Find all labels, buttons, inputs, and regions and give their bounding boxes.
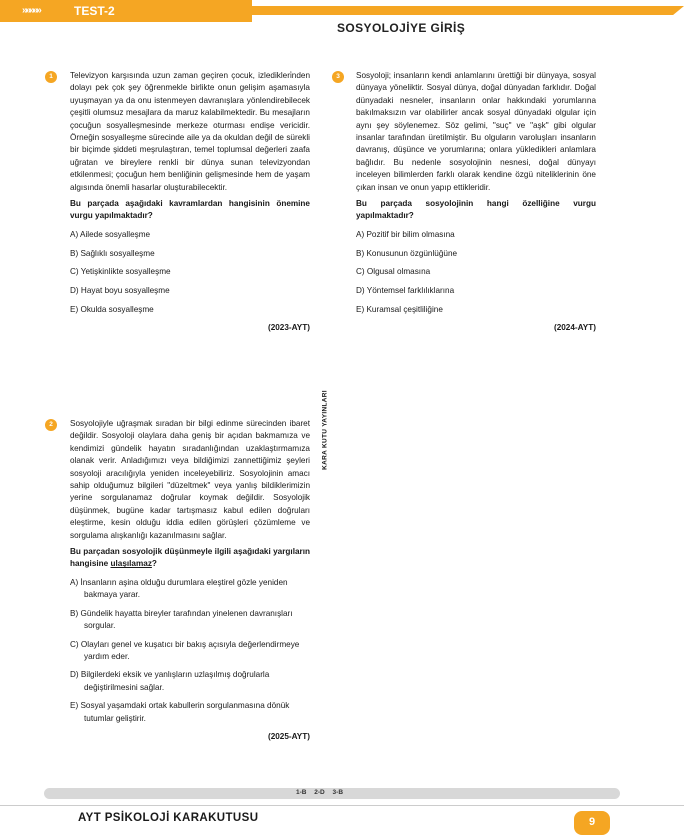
question-3-stem: Bu parçada sosyolojinin hangi özelliğine vurgu yapılmaktadır? bbox=[356, 199, 596, 221]
question-2 bbox=[70, 418, 310, 743]
header-stripe bbox=[248, 6, 684, 15]
answer-key: 1-B 2-D 3-B bbox=[296, 789, 344, 796]
question-1-option-d[interactable]: D) Hayat boyu sosyalleşme bbox=[70, 285, 170, 295]
book-title: AYT PSİKOLOJİ KARAKUTUSU bbox=[78, 812, 259, 824]
question-2-option-c[interactable]: C) Olayları genel ve kuşatıcı bir bakış açısıyla değerlendirmeye yardım eder. bbox=[70, 639, 300, 661]
question-2-year: (2025-AYT) bbox=[267, 731, 310, 741]
question-1-option-e[interactable]: E) Okulda sosyalleşme bbox=[70, 304, 154, 314]
question-3-option-d[interactable]: D) Yöntemsel farklılıklarına bbox=[356, 285, 455, 295]
test-label: TEST-2 bbox=[74, 4, 115, 18]
question-2-option-a[interactable]: A) İnsanların aşina olduğu durumlara eleştirel gözle yeniden bakmaya yarar. bbox=[70, 577, 288, 600]
question-1-stem: Bu parçada aşağıdaki kavramlardan hangisinin önemine vurgu yapılmaktadır? bbox=[70, 199, 310, 221]
question-3-option-c[interactable]: C) Olgusal olmasına bbox=[356, 267, 431, 277]
question-number-1: 1 bbox=[45, 71, 57, 83]
footer-divider bbox=[0, 805, 684, 806]
question-1-passage: Televizyon karşısında uzun zaman geçiren çocuk, izledikleri̇nden dolayı pek çok şey öğrenmekle birlikte onun gelişim aşamasıyla uyuşmayan ya da onu istenmeyen davranışlara yönlendirebilecek çeşitli olumsuz mesajlara da maruz kalabilmektedir. Bu mesajların çocuğun sosyalleşmesinde merkeze oturması endişe vericidir. Örneğin sosyalleşme sürecinde aile ya da okuldan değil de sürekli bir biçimde şiddeti meşrulaştıran, temel toplumsal değerleri zaafa uğratan ve bireylere renkli bir dünya sunan televizyondan etkilenmesi; çocuğun hem benliğinin gelişmesinde hem de yaşam algısında önemli hasarlar oluşturabilecektir. bbox=[70, 71, 310, 192]
question-3 bbox=[356, 70, 596, 335]
question-2-stem-end: ? bbox=[151, 559, 157, 569]
question-2-option-b[interactable]: B) Gündelik hayatta bireyler tarafından yinelenen davranışları sorgular. bbox=[70, 608, 293, 631]
question-2-option-e[interactable]: E) Sosyal yaşamdaki ortak kabullerin sorgulanmasına dönük tutumlar geliştirir. bbox=[70, 701, 290, 723]
question-1-year: (2023-AYT) bbox=[267, 323, 310, 333]
question-3-option-b[interactable]: B) Konusunun özgünlüğüne bbox=[356, 248, 458, 258]
question-2-passage: Sosyolojiyle uğraşmak sıradan bir bilgi edinme sürecinden ibaret değildir. Sosyoloji olaylara daha geniş bir açıdan bakmamıza ve kendimizi gündelik hayatın sıradanlığından uzaklaştırmamıza olanak verir. Anladığımızı veya bildiğimizi zannettiğimiz şeyleri sosyoloji aracılığıyla yeniden inceleyebiliriz. Sosyolojinin amacı sahip olduğumuz bilgileri "düzeltmek" veya yanlış bildiklerimizin yerine sorgulanamaz doğrular koymak değildir. Sosyolojik düşünmek, bugüne kadar tartışmasız kabul edilen doğruları eleştirme, kesin olduğu iddia edilen görüşleri çözümleme ve sorgulama alışkanlığı kazanılmasını sağlar. bbox=[70, 419, 310, 540]
chevron-decoration-icon: »»»»» bbox=[22, 5, 40, 16]
question-2-stem-underlined: ulaşılamaz bbox=[110, 559, 152, 569]
page-number: 9 bbox=[588, 816, 596, 828]
question-3-option-a[interactable]: A) Pozitif bir bilim olmasına bbox=[356, 229, 455, 239]
question-1 bbox=[70, 70, 310, 335]
question-3-option-e[interactable]: E) Kuramsal çeşitliliğine bbox=[356, 304, 443, 314]
question-number-2: 2 bbox=[45, 419, 57, 431]
question-3-passage: Sosyoloji; insanların kendi anlamlarını ürettiği bir dünyaya, sosyal dünyaya yöneliktir. Sosyal dünya, doğal dünyadan farklıdır. Doğal dünyadaki nesneler, insanların onlar hakkındaki yorumlarına bakılmaksızın var olabilirler ancak sosyal dünyadaki olgular için aynı şey söylenemez. Söz gelimi, "suç" ve "aşk" gibi olgular insanlar tarafından üretilmiştir. Bu olguların varoluşları insanların davranış, düşünce ve yorumlarına; onlara yükledikleri anlamlara bağlıdır. Bu nedenle sosyolojinin nesnesi, doğal dünyayı inceleyen bilimlerden farklı olarak kendine özgü niteliklerinin öne çıkan insan ve onun yapıp ettikleridir. bbox=[356, 71, 596, 192]
publisher-side-label bbox=[319, 380, 331, 480]
question-number-3: 3 bbox=[332, 71, 344, 83]
question-1-option-b[interactable]: B) Sağlıklı sosyalleşme bbox=[70, 248, 155, 258]
question-1-option-a[interactable]: A) Ailede sosyalleşme bbox=[70, 229, 151, 239]
question-1-option-c[interactable]: C) Yetişkinlikte sosyalleşme bbox=[70, 267, 171, 277]
section-title: SOSYOLOJİYE GİRİŞ bbox=[337, 21, 466, 35]
question-2-option-d[interactable]: D) Bilgilerdeki eksik ve yanlışların uzlaşılmış doğrularla değiştirilmesini sağlar. bbox=[70, 670, 270, 692]
question-2-stem-main: Bu parçadan sosyolojik düşünmeyle ilgili aşağıdaki yargıların hangisine bbox=[70, 547, 310, 569]
question-3-year: (2024-AYT) bbox=[553, 323, 596, 333]
question-2-stem bbox=[70, 546, 310, 571]
publisher-side-label-text: KARA KUTU YAYINLARI bbox=[321, 390, 329, 470]
